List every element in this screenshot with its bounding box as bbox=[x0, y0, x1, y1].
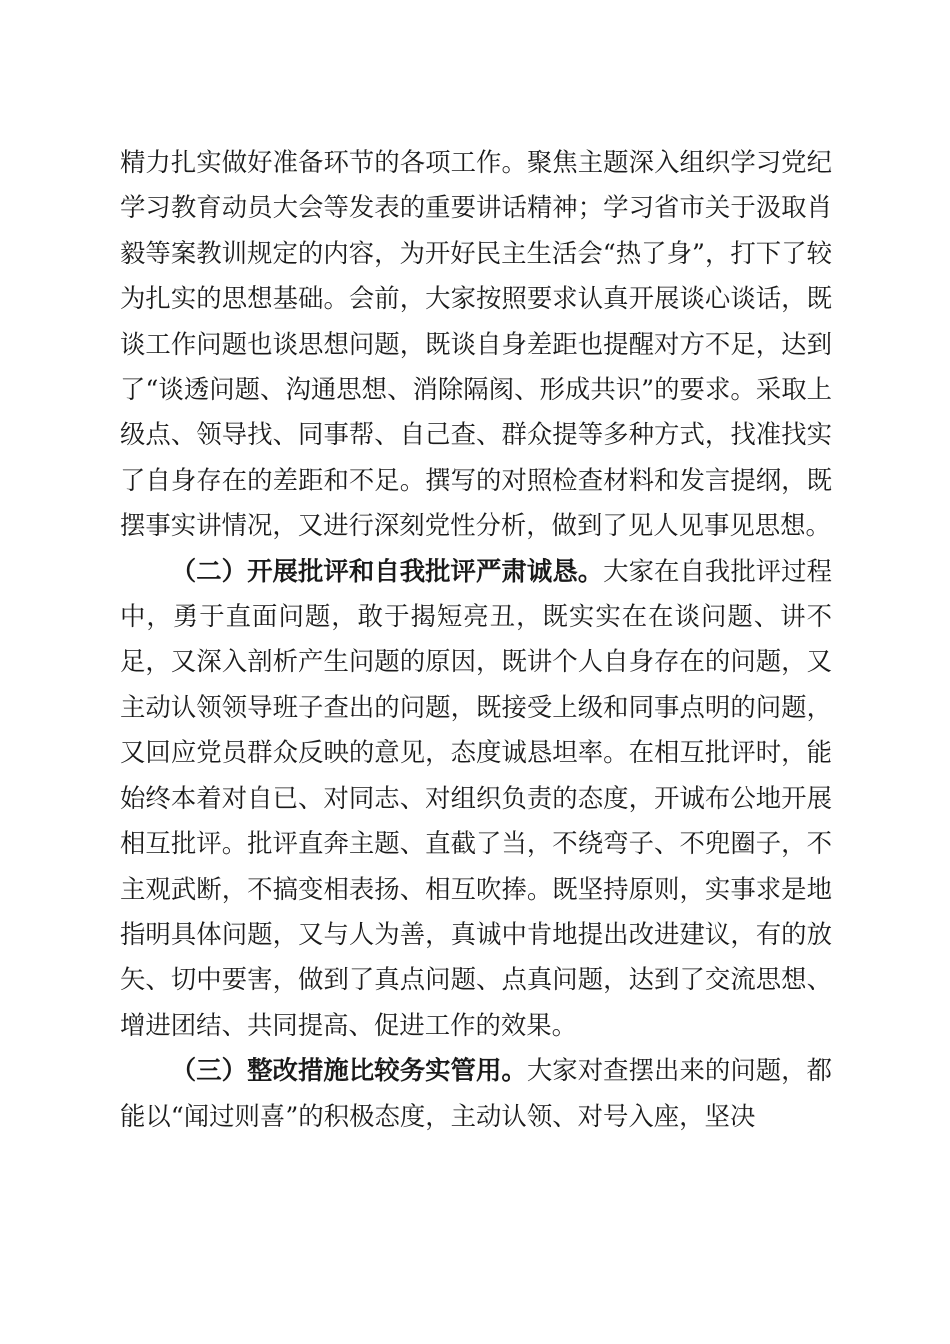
paragraph-criticism bbox=[120, 549, 832, 1048]
paragraph-preparation bbox=[120, 140, 832, 549]
section-heading-rectification: （三）整改措施比较务实管用。 bbox=[170, 1055, 527, 1086]
section-heading-criticism: （二）开展批评和自我批评严肃诚恳。 bbox=[170, 555, 604, 586]
paragraph-text: 大家对查摆出来的问题，都能以“闻过则喜”的积极态度，主动认领、对号入座，坚决 bbox=[120, 1055, 833, 1131]
document-body bbox=[120, 140, 832, 1139]
paragraph-text: 精力扎实做好准备环节的各项工作。聚焦主题深入组织学习党纪学习教育动员大会等发表的重要讲话精神；学习省市关于汲取肖毅等案教训规定的内容，为开好民主生活会“热了身”，打下了较为扎实的思想基础。会前，大家按照要求认真开展谈心谈话，既谈工作问题也谈思想问题，既谈自身差距也提醒对方不足，达到了“谈透问题、沟通思想、消除隔阂、形成共识”的要求。采取上级点、领导找、同事帮、自己查、群众提等多种方式，找准找实了自身存在的差距和不足。撰写的对照检查材料和发言提纲，既摆事实讲情况，又进行深刻党性分析，做到了见人见事见思想。 bbox=[120, 147, 832, 541]
paragraph-rectification bbox=[120, 1048, 832, 1139]
paragraph-text: 大家在自我批评过程中，勇于直面问题，敢于揭短亮丑，既实实在在谈问题、讲不足，又深入剖析产生问题的原因，既讲个人自身存在的问题，又主动认领领导班子查出的问题，既接受上级和同事点明的问题，又回应党员群众反映的意见，态度诚恳坦率。在相互批评时，能始终本着对自已、对同志、对组织负责的态度，开诚布公地开展相互批评。批评直奔主题、直截了当，不绕弯子、不兜圈子，不主观武断，不搞变相表扬、相互吹捧。既坚持原则，实事求是地指明具体问题，又与人为善，真诚中肯地提出改进建议，有的放矢、切中要害，做到了真点问题、点真问题，达到了交流思想、增进团结、共同提高、促进工作的效果。 bbox=[120, 555, 833, 1040]
